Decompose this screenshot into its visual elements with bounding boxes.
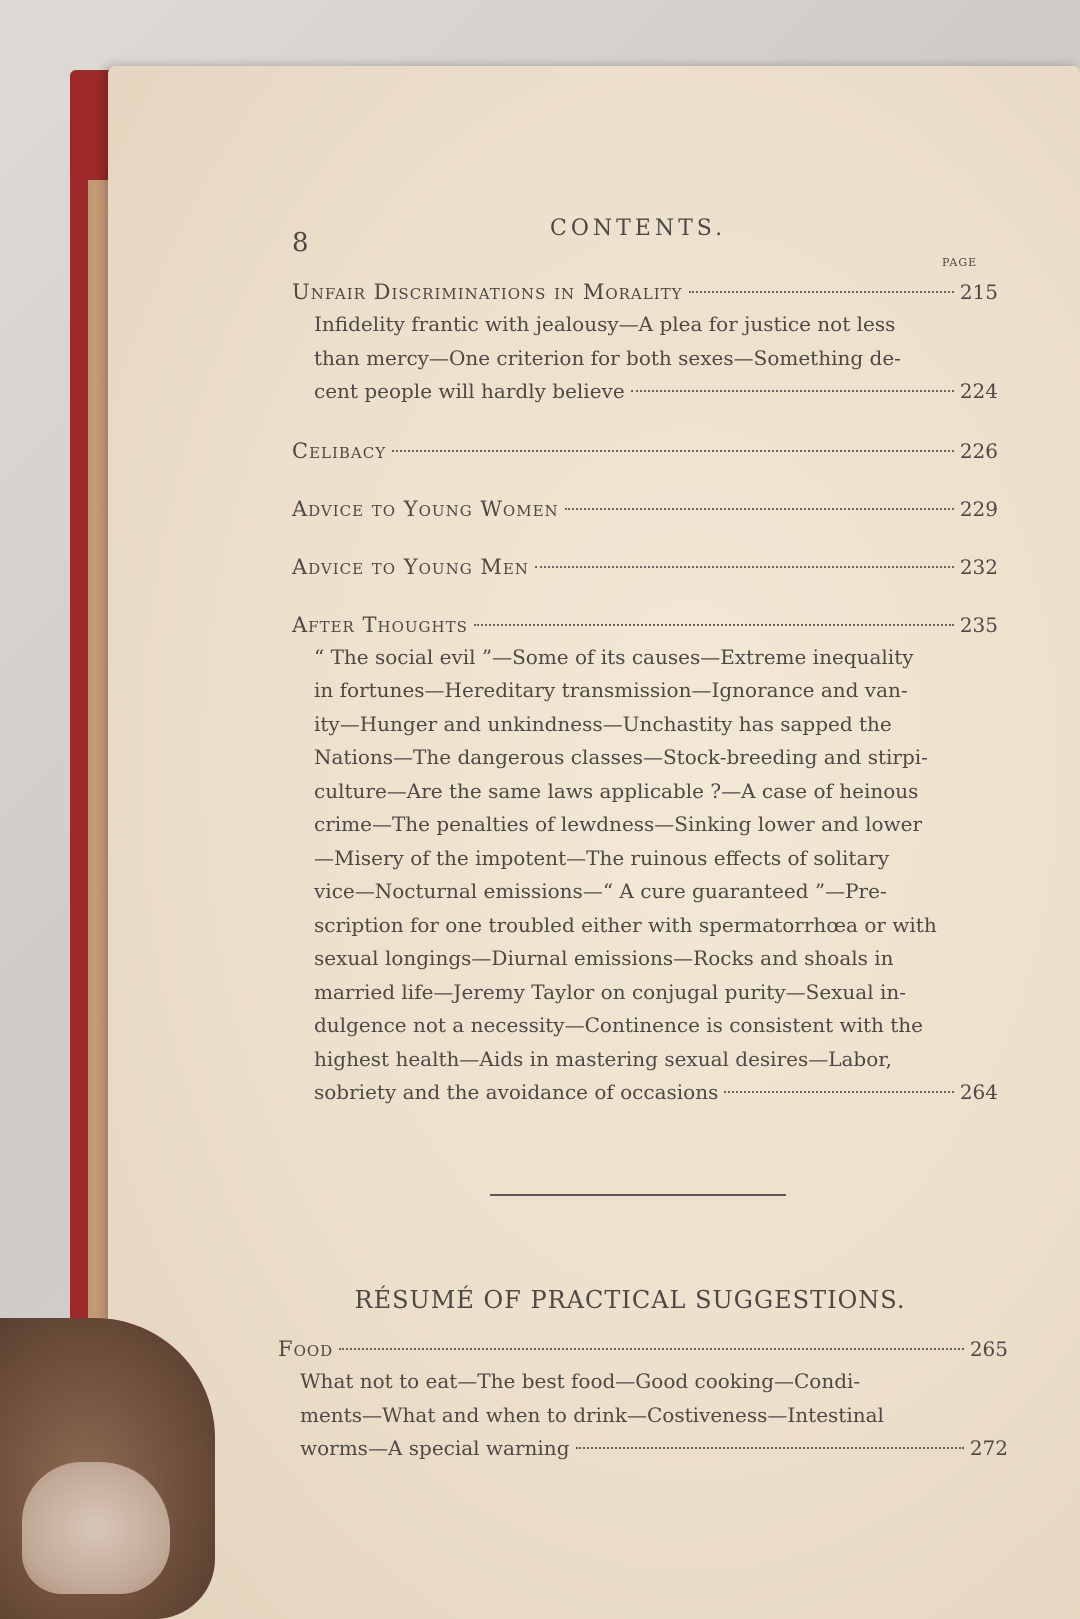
dot-leader (565, 508, 954, 510)
toc-entry-line (292, 609, 998, 641)
description-line: sobriety and the avoidance of occasions (314, 1080, 719, 1104)
toc-description (292, 641, 998, 1110)
toc-heading: Food (278, 1337, 334, 1361)
description-line: “ The social evil ”—Some of its causes—Extreme inequality (314, 644, 914, 669)
toc-page: 232 (959, 554, 998, 579)
toc-entry-line (292, 435, 998, 467)
resume-title: RÉSUMÉ OF PRACTICAL SUGGESTIONS. (354, 1286, 906, 1314)
description-line: highest health—Aids in mastering sexual desires—Labor, (314, 1046, 892, 1071)
contents-list (292, 276, 998, 1140)
toc-entry (292, 609, 998, 1110)
description-line: dulgence not a necessity—Continence is consistent with the (314, 1013, 924, 1037)
dot-leader (724, 1091, 953, 1093)
toc-heading: Unfair Discriminations in Morality (292, 280, 683, 304)
dot-leader (339, 1348, 964, 1350)
dot-leader (535, 566, 954, 568)
section-divider (490, 1194, 786, 1196)
toc-page: 224 (959, 379, 998, 403)
resume-list (278, 1333, 1008, 1496)
description-line: —Misery of the impotent—The ruinous effects of solitary (314, 845, 890, 870)
toc-heading: Advice to Young Women (292, 496, 559, 521)
toc-description (292, 308, 998, 409)
description-line: married life—Jeremy Taylor on conjugal purity—Sexual in- (314, 979, 907, 1004)
description-last-line (314, 375, 998, 409)
description-line: scription for one troubled either with spermatorrhœa or with (314, 912, 937, 937)
description-line: vice—Nocturnal emissions—“ A cure guaranteed ”—Pre- (314, 879, 887, 903)
dot-leader (576, 1447, 964, 1449)
toc-entry (292, 435, 998, 467)
toc-page: 226 (959, 438, 998, 463)
toc-entry-line (292, 276, 998, 308)
description-last-line (314, 1076, 998, 1110)
page-number: 8 (292, 228, 309, 258)
description-line: cent people will hardly believe (314, 379, 625, 403)
toc-entry-line (292, 551, 998, 583)
description-line: than mercy—One criterion for both sexes—Something de- (314, 345, 901, 370)
description-line: worms—A special warning (300, 1436, 570, 1460)
toc-heading: Advice to Young Men (292, 554, 529, 579)
toc-entry (292, 493, 998, 525)
toc-description (278, 1365, 1008, 1466)
toc-page: 235 (959, 612, 998, 637)
toc-entry (292, 276, 998, 409)
toc-entry (278, 1333, 1008, 1466)
description-line: What not to eat—The best food—Good cooking—Condi- (300, 1369, 861, 1393)
description-line: culture—Are the same laws applicable ?—A case of heinous (314, 778, 919, 803)
dot-leader (631, 390, 954, 392)
description-line: crime—The penalties of lewdness—Sinking lower and lower (314, 812, 923, 836)
description-line: ity—Hunger and unkindness—Unchastity has sapped the (314, 711, 892, 736)
toc-page: 229 (959, 496, 998, 521)
toc-heading: Celibacy (292, 438, 387, 463)
dot-leader (474, 624, 954, 626)
running-head: CONTENTS. (550, 216, 727, 241)
description-line: ments—What and when to drink—Costiveness—Intestinal (300, 1402, 884, 1427)
description-line: Infidelity frantic with jealousy—A plea for justice not less (314, 312, 896, 336)
toc-page: 264 (959, 1080, 998, 1104)
toc-page: 272 (969, 1436, 1008, 1460)
toc-entry (292, 551, 998, 583)
description-line: in fortunes—Hereditary transmission—Ignorance and van- (314, 678, 908, 702)
description-line: Nations—The dangerous classes—Stock-breeding and stirpi- (314, 745, 928, 769)
dot-leader (392, 450, 954, 452)
toc-page: 215 (959, 280, 998, 304)
thumbnail (22, 1462, 170, 1594)
dot-leader (689, 291, 954, 293)
description-last-line (300, 1432, 1008, 1466)
description-line: sexual longings—Diurnal emissions—Rocks and shoals in (314, 946, 894, 970)
toc-entry-line (292, 493, 998, 525)
toc-page: 265 (969, 1337, 1008, 1361)
toc-entry-line (278, 1333, 1008, 1365)
toc-heading: After Thoughts (292, 612, 468, 637)
page-column-label: PAGE (942, 256, 978, 269)
